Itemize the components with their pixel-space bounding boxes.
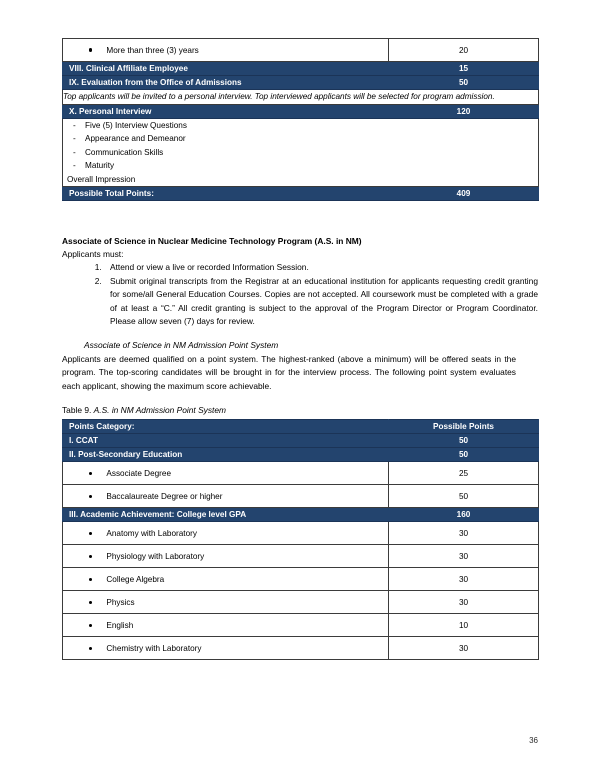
section-value: 50 (389, 448, 539, 462)
list-item (63, 132, 538, 146)
table-cell-value: 30 (389, 591, 539, 614)
row-label-text: Anatomy with Laboratory (106, 528, 197, 538)
table-total-row (63, 187, 539, 201)
table-cell-label (63, 39, 389, 62)
program-heading: Associate of Science in Nuclear Medicine Technology Program (A.S. in NM) (62, 236, 362, 246)
total-label: Possible Total Points: (63, 187, 389, 201)
table-section-row (63, 104, 539, 118)
table-cell-label (63, 614, 389, 637)
table-cell-value: 30 (389, 568, 539, 591)
section-label: III. Academic Achievement: College level GPA (63, 508, 389, 522)
interview-note-text: Top applicants will be invited to a personal interview. Top interviewed applicants will be selected for program admission. (63, 90, 539, 105)
section-spacer (62, 201, 538, 235)
table-cell-value: 10 (389, 614, 539, 637)
bullet-icon (89, 624, 92, 627)
section-value: 15 (389, 62, 539, 76)
table-row (63, 568, 539, 591)
table-section-row (63, 76, 539, 90)
caption-prefix: Table 9. (62, 405, 92, 416)
requirements-list (62, 261, 538, 328)
table-cell-value: 30 (389, 545, 539, 568)
point-system-paragraph: Applicants are deemed qualified on a point system. The highest-ranked (above a minimum) will be offered seats in the program. The top-scoring candidates will be brought in for the interview process. The following point system evaluates each applicant, showing the maximum score achievable. (62, 353, 516, 391)
table-cell-label (63, 462, 389, 485)
row-label-text: Associate Degree (106, 468, 172, 478)
list-item (63, 146, 538, 160)
table-cell-value: 20 (389, 39, 539, 62)
list-item (63, 119, 538, 133)
bullet-icon (89, 495, 92, 498)
section-label: X. Personal Interview (63, 104, 389, 118)
table-section-row (63, 448, 539, 462)
table-cell-label (63, 485, 389, 508)
table-cell-value: 50 (389, 485, 539, 508)
table9-caption (62, 404, 538, 417)
table-cell-value: 30 (389, 637, 539, 660)
table-row (63, 522, 539, 545)
table-cell-label (63, 522, 389, 545)
bullet-icon (89, 647, 92, 650)
bullet-icon (89, 472, 92, 475)
table-cell-value: 30 (389, 522, 539, 545)
overall-impression-label: Overall Impression (67, 174, 136, 184)
section-value: 50 (389, 76, 539, 90)
section-value: 160 (389, 508, 539, 522)
table-header-row (63, 420, 539, 434)
bullet-icon (89, 601, 92, 604)
table-cell-value: 25 (389, 462, 539, 485)
bullet-icon (89, 48, 92, 51)
bullet-icon (89, 578, 92, 581)
section-value: 120 (389, 104, 539, 118)
dash-icon: - (73, 161, 76, 170)
table-cell-label (63, 568, 389, 591)
point-system-subheading: Associate of Science in NM Admission Point System (84, 340, 279, 351)
section-label: VIII. Clinical Affiliate Employee (63, 62, 389, 76)
list-item-label: Appearance and Demeanor (85, 134, 186, 143)
section-label: II. Post-Secondary Education (63, 448, 389, 462)
table-row (63, 485, 539, 508)
applicants-must-label: Applicants must: (62, 249, 124, 259)
table-row (63, 614, 539, 637)
table-dashlist-row (63, 118, 539, 187)
table-row (63, 39, 539, 62)
table-section-row (63, 62, 539, 76)
paragraph-spacer (62, 393, 538, 404)
row-label-text: Physics (106, 597, 135, 607)
table-cell-label (63, 591, 389, 614)
table-row (63, 637, 539, 660)
page-number: 36 (529, 736, 538, 745)
table-section-row (63, 434, 539, 448)
list-item-label: Maturity (85, 161, 115, 170)
row-label-text: Baccalaureate Degree or higher (106, 491, 223, 501)
row-label-text: Physiology with Laboratory (106, 551, 205, 561)
paragraph-spacer (62, 328, 538, 339)
row-label-text: Chemistry with Laboratory (106, 643, 202, 653)
list-item: 2. Submit original transcripts from the Registrar at an educational institution for applicants requesting credit granting for some/all General Education Courses. Copies are not accepted. All coursework must be completed with a grade of at least a “C.” All credit granting is subject to the approval of the Program Director or Program Coordinator. Please allow seven (7) days for review. (104, 275, 538, 329)
list-item-label: Five (5) Interview Questions (85, 120, 187, 130)
column-header-points-category: Points Category: (63, 420, 389, 434)
dash-icon: - (73, 134, 76, 143)
table-cell-label (63, 545, 389, 568)
row-label-text: English (106, 620, 134, 630)
table-row (63, 462, 539, 485)
table-row (63, 591, 539, 614)
list-item-label: Communication Skills (85, 147, 164, 157)
caption-title: A.S. in NM Admission Point System (93, 405, 227, 416)
section-label: I. CCAT (63, 434, 389, 448)
total-value: 409 (389, 187, 539, 201)
table-cell-label (63, 637, 389, 660)
table-note-row (63, 90, 539, 105)
interview-criteria-list (63, 118, 539, 187)
dash-icon: - (73, 120, 76, 130)
list-item: 1. Attend or view a live or recorded Information Session. (104, 261, 538, 274)
section-value: 50 (389, 434, 539, 448)
dash-icon: - (73, 147, 76, 157)
admission-point-table-continued (62, 38, 539, 201)
as-nm-admission-point-table (62, 419, 539, 660)
column-header-possible-points: Possible Points (389, 420, 539, 434)
row-label-text: College Algebra (106, 574, 165, 584)
row-label-text: More than three (3) years (106, 45, 199, 55)
bullet-icon (89, 532, 92, 535)
section-label: IX. Evaluation from the Office of Admissions (63, 76, 389, 90)
list-item (63, 159, 538, 173)
bullet-icon (89, 555, 92, 558)
table-row (63, 545, 539, 568)
table-section-row (63, 508, 539, 522)
